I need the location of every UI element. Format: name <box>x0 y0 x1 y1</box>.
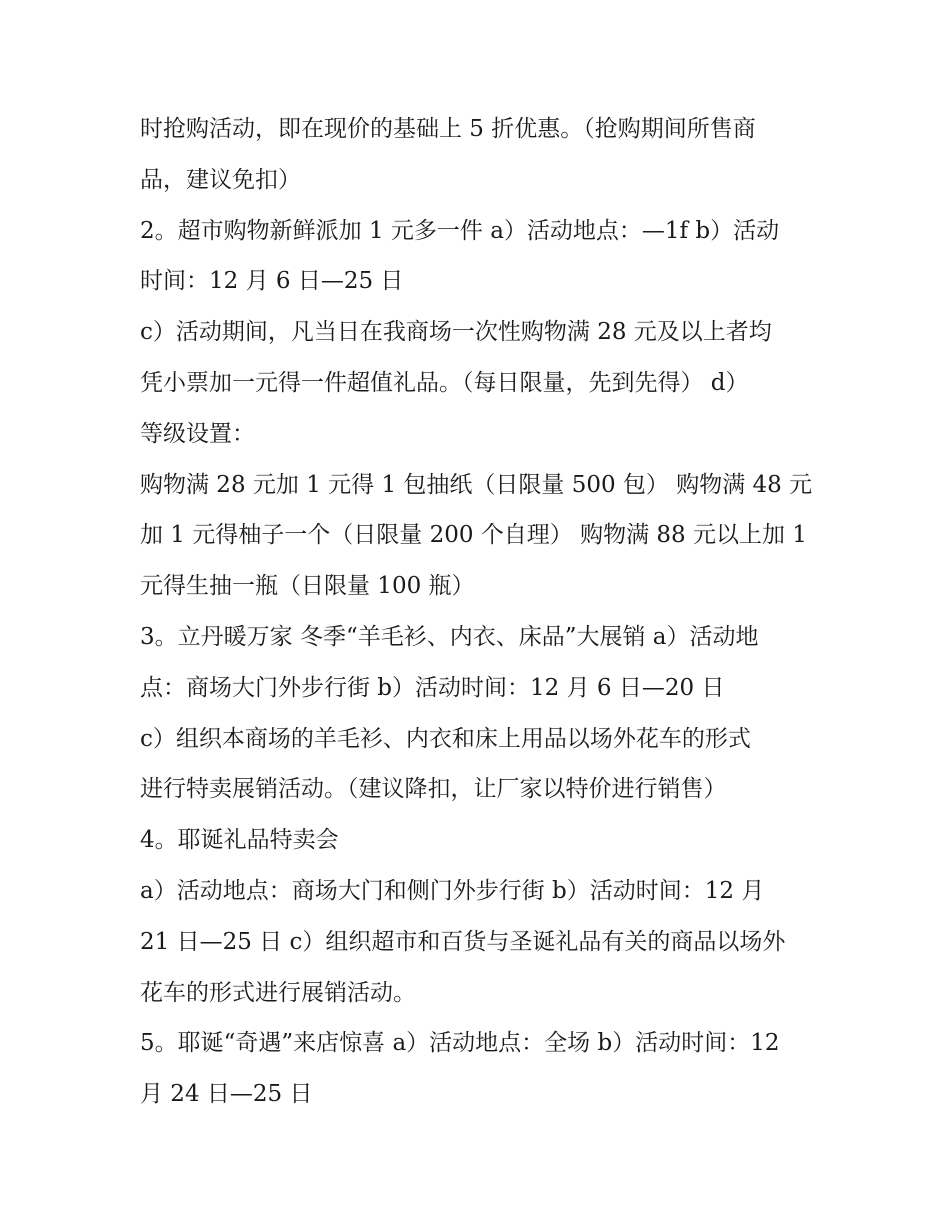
text-line: 时间：12 月 6 日—25 日 <box>140 268 404 295</box>
text-line: c）活动期间，凡当日在我商场一次性购物满 28 元及以上者均 <box>140 319 772 346</box>
text-line: 5。耶诞“奇遇”来店惊喜 a）活动地点：全场 b）活动时间：12 <box>140 1030 780 1057</box>
text-line: 时抢购活动，即在现价的基础上 5 折优惠。（抢购期间所售商 <box>140 116 756 142</box>
text-line: 点：商场大门外步行街 b）活动时间：12 月 6 日—20 日 <box>140 674 725 701</box>
text-line: 购物满 28 元加 1 元得 1 包抽纸（日限量 500 包） 购物满 48 元 <box>140 471 813 498</box>
text-line: 等级设置： <box>140 420 255 447</box>
text-line: a）活动地点：商场大门和侧门外步行街 b）活动时间：12 月 <box>140 877 765 904</box>
text-line: c）组织本商场的羊毛衫、内衣和床上用品以场外花车的形式 <box>140 725 751 752</box>
text-line: 品，建议免扣） <box>140 166 301 193</box>
text-line: 月 24 日—25 日 <box>140 1081 313 1108</box>
text-line: 元得生抽一瓶（日限量 100 瓶） <box>140 573 475 600</box>
text-line: 凭小票加一元得一件超值礼品。（每日限量，先到先得） d） <box>140 369 749 396</box>
text-line: 进行特卖展销活动。（建议降扣，让厂家以特价进行销售） <box>140 776 727 803</box>
text-line: 4。耶诞礼品特卖会 <box>140 827 339 854</box>
text-line: 3。立丹暖万家 冬季“羊毛衫、内衣、床品”大展销 a）活动地 <box>140 623 759 650</box>
text-line: 21 日—25 日 c）组织超市和百货与圣诞礼品有关的商品以场外 <box>140 928 786 955</box>
document-body <box>140 104 820 1120</box>
text-line: 加 1 元得柚子一个（日限量 200 个自理） 购物满 88 元以上加 1 <box>140 522 807 549</box>
text-line: 花车的形式进行展销活动。 <box>140 979 416 1006</box>
text-line: 2。超市购物新鲜派加 1 元多一件 a）活动地点：—1f b）活动 <box>140 217 780 244</box>
